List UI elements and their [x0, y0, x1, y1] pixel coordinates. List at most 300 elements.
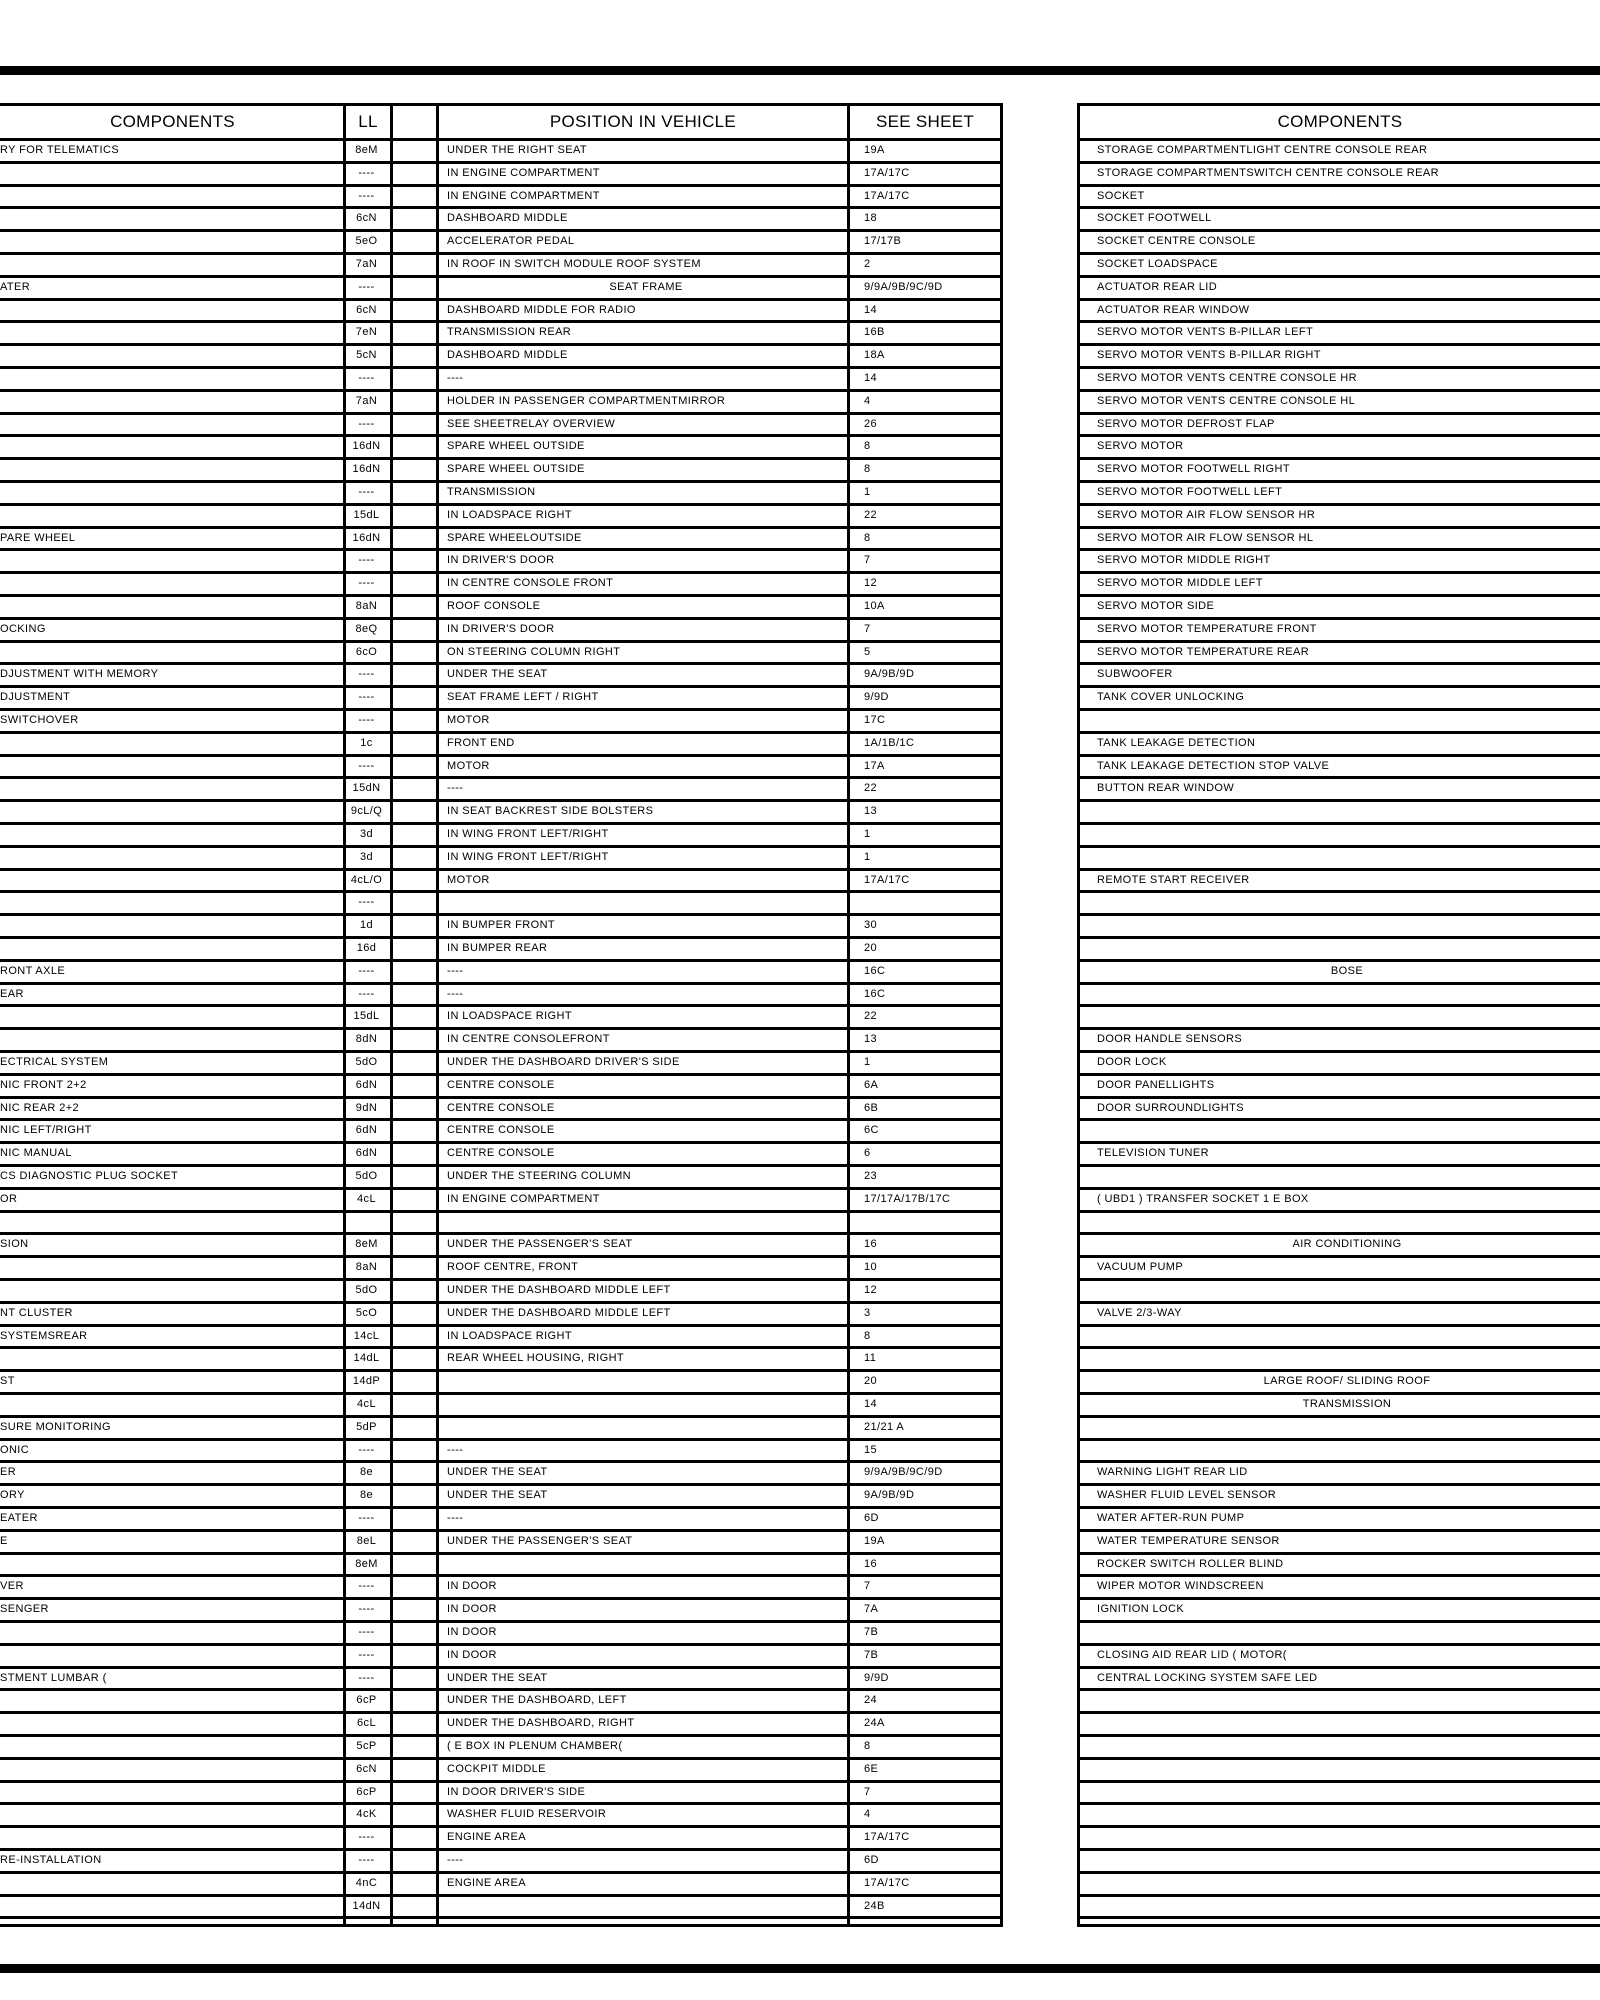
see-sheet-cell: 18	[864, 212, 878, 225]
position-cell: ENGINE AREA	[447, 1831, 526, 1844]
component-cell	[0, 187, 340, 207]
see-sheet-cell: 9/9A/9B/9C/9D	[864, 280, 943, 293]
position-cell: DASHBOARD MIDDLE	[447, 212, 568, 225]
position-cell: IN LOADSPACE RIGHT	[447, 1329, 572, 1342]
table-row	[1077, 1096, 1600, 1119]
component-cell	[0, 825, 340, 845]
component-cell-right: DOOR PANELLIGHTS	[1097, 1078, 1215, 1091]
ll-cell: 6cN	[356, 1762, 377, 1775]
component-cell	[0, 1737, 340, 1757]
table-row	[0, 206, 1003, 229]
table-row	[0, 343, 1003, 366]
component-cell: DJUSTMENT WITH MEMORY	[0, 668, 159, 681]
see-sheet-cell: 6D	[864, 1854, 879, 1866]
table-row	[1077, 1392, 1600, 1415]
position-cell	[447, 893, 845, 913]
component-cell-right	[1097, 1007, 1593, 1027]
component-cell	[0, 1623, 340, 1643]
ll-cell: 8e	[359, 1466, 374, 1479]
table-row	[1077, 1187, 1600, 1210]
see-sheet-cell: 7	[864, 1580, 871, 1593]
see-sheet-cell: 16	[864, 1557, 878, 1570]
component-cell	[0, 1897, 340, 1917]
position-cell: CENTRE CONSOLE	[447, 1078, 555, 1091]
header-ll: LL	[358, 112, 378, 131]
see-sheet-cell: 5	[864, 645, 871, 658]
position-cell	[447, 1555, 845, 1575]
component-cell-right: STORAGE COMPARTMENTLIGHT CENTRE CONSOLE REAR	[1097, 144, 1428, 156]
component-cell	[0, 643, 340, 663]
component-cell	[0, 1783, 340, 1803]
see-sheet-cell: 24B	[864, 1899, 885, 1912]
position-cell: IN DRIVER'S DOOR	[447, 622, 555, 635]
see-sheet-cell: 16B	[864, 326, 885, 339]
table-row	[0, 754, 1003, 777]
table-row	[1077, 1643, 1600, 1666]
component-cell	[0, 871, 340, 891]
ll-cell: ----	[358, 896, 375, 909]
component-cell	[0, 437, 340, 457]
component-cell-right: SERVO MOTOR VENTS CENTRE CONSOLE HR	[1097, 372, 1357, 384]
component-cell: ATER	[0, 280, 31, 293]
see-sheet-cell: 14	[864, 303, 878, 316]
ll-cell: ----	[358, 554, 375, 567]
table-row	[0, 936, 1003, 959]
see-sheet-cell: 11	[864, 1352, 877, 1365]
position-cell: CENTRE CONSOLE	[447, 1101, 555, 1114]
component-cell	[0, 551, 340, 571]
table-row	[1077, 1506, 1600, 1529]
table-row	[1077, 1027, 1600, 1050]
see-sheet-cell: 17A/17C	[864, 1831, 910, 1844]
component-cell-right: SERVO MOTOR VENTS B-PILLAR LEFT	[1097, 326, 1314, 339]
ll-cell: ----	[358, 714, 375, 726]
component-cell	[0, 1007, 340, 1027]
see-sheet-cell: 18A	[864, 349, 885, 362]
see-sheet-cell: 14	[864, 372, 878, 384]
ll-cell: 14cL	[353, 1329, 380, 1342]
position-cell: MOTOR	[447, 759, 490, 772]
table-row	[0, 275, 1003, 298]
table-row	[0, 1255, 1003, 1278]
table-row	[0, 548, 1003, 571]
ll-cell: ----	[358, 987, 375, 1000]
table-row	[1077, 1164, 1600, 1187]
table-row	[0, 1187, 1003, 1210]
table-row	[0, 571, 1003, 594]
ll-cell: 16d	[356, 942, 377, 954]
table-row	[1077, 161, 1600, 184]
position-cell: IN DRIVER'S DOOR	[447, 554, 555, 567]
position-cell: UNDER THE RIGHT SEAT	[447, 144, 588, 156]
table-row	[1077, 1255, 1600, 1278]
component-cell-right	[1097, 825, 1593, 845]
table-row	[1077, 1848, 1600, 1871]
ll-cell: 6cN	[356, 212, 377, 225]
ll-cell: 8eM	[355, 1238, 378, 1251]
position-cell: CENTRE CONSOLE	[447, 1124, 555, 1137]
position-cell	[447, 1372, 845, 1392]
ll-cell	[345, 1213, 388, 1233]
position-cell: ( E BOX IN PLENUM CHAMBER(	[447, 1740, 623, 1752]
component-cell	[0, 1691, 340, 1711]
position-cell: COCKPIT MIDDLE	[447, 1762, 546, 1775]
table-row	[0, 1118, 1003, 1141]
table-row	[0, 1780, 1003, 1803]
see-sheet-cell: 17A/17C	[864, 873, 910, 886]
table-row	[0, 1210, 1003, 1233]
component-cell: SWITCHOVER	[0, 714, 79, 726]
component-cell-right: SERVO MOTOR FOOTWELL RIGHT	[1097, 463, 1290, 476]
ll-cell: 15dL	[353, 508, 380, 521]
table-row	[0, 229, 1003, 252]
table-row	[0, 366, 1003, 389]
ll-cell: 8eM	[355, 1557, 378, 1570]
ll-cell: 16dN	[352, 531, 381, 544]
component-cell-right: STORAGE COMPARTMENTSWITCH CENTRE CONSOLE REAR	[1097, 166, 1439, 179]
ll-cell: 4cL	[357, 1192, 376, 1205]
component-cell: RONT AXLE	[0, 964, 66, 977]
table-bottom-line	[1077, 1916, 1600, 1939]
see-sheet-cell: 16C	[864, 964, 886, 977]
ll-cell: ----	[358, 417, 375, 430]
component-cell-right: SOCKET	[1097, 189, 1145, 202]
see-sheet-cell: 1	[864, 850, 871, 863]
table-row	[1077, 412, 1600, 435]
position-cell: WASHER FLUID RESERVOIR	[447, 1808, 607, 1821]
see-sheet-cell: 17/17B	[864, 235, 902, 248]
see-sheet-cell: 4	[864, 1808, 871, 1821]
see-sheet-cell: 10	[864, 1261, 878, 1274]
table-row	[1077, 138, 1600, 161]
table-row	[1077, 1780, 1600, 1803]
position-cell: MOTOR	[447, 873, 490, 886]
table-row	[0, 1643, 1003, 1666]
table-row	[0, 617, 1003, 640]
table-row	[1077, 366, 1600, 389]
table-row	[1077, 1210, 1600, 1233]
see-sheet-cell: 16	[864, 1238, 878, 1251]
table-row	[1077, 617, 1600, 640]
component-cell-right: VACUUM PUMP	[1097, 1261, 1184, 1274]
component-cell	[0, 1281, 340, 1301]
table-row	[0, 662, 1003, 685]
position-cell: IN DOOR DRIVER'S SIDE	[447, 1785, 586, 1798]
component-cell	[0, 255, 340, 275]
component-cell-right: IGNITION LOCK	[1097, 1603, 1185, 1616]
table-row	[1077, 1734, 1600, 1757]
table-row	[0, 1278, 1003, 1301]
see-sheet-cell: 6C	[864, 1124, 879, 1137]
component-cell	[0, 164, 340, 184]
position-cell	[447, 1395, 845, 1415]
header-components-left: COMPONENTS	[110, 112, 235, 131]
position-cell: IN WING FRONT LEFT/RIGHT	[447, 828, 609, 840]
position-cell: ----	[447, 782, 464, 795]
table-row	[1077, 503, 1600, 526]
component-cell: EAR	[0, 987, 24, 1000]
see-sheet-cell: 8	[864, 463, 871, 476]
table-row	[0, 1506, 1003, 1529]
see-sheet-cell: 15	[864, 1443, 878, 1456]
ll-cell: 3d	[359, 828, 374, 840]
ll-cell: 5cP	[356, 1740, 377, 1752]
position-cell: UNDER THE SEAT	[447, 1489, 548, 1502]
table-row	[1077, 1894, 1600, 1917]
table-row	[1077, 389, 1600, 412]
component-cell-right: SERVO MOTOR	[1097, 440, 1184, 453]
table-row	[0, 1324, 1003, 1347]
ll-cell: 5dO	[355, 1056, 378, 1068]
table-row	[1077, 1825, 1600, 1848]
component-cell: ONIC	[0, 1443, 30, 1456]
component-cell: NIC FRONT 2+2	[0, 1078, 87, 1091]
table-row	[0, 1164, 1003, 1187]
see-sheet-cell: 22	[864, 508, 878, 521]
table-row	[0, 1141, 1003, 1164]
table-row	[0, 1552, 1003, 1575]
table-row	[1077, 594, 1600, 617]
component-cell-right: ( UBD1 ) TRANSFER SOCKET 1 E BOX	[1097, 1192, 1309, 1205]
position-cell: IN DOOR	[447, 1603, 497, 1616]
see-sheet-cell: 7B	[864, 1626, 879, 1638]
ll-cell: 14dP	[352, 1375, 381, 1388]
table-row	[1077, 936, 1600, 959]
position-cell: UNDER THE DASHBOARD DRIVER'S SIDE	[447, 1056, 680, 1068]
component-cell-right: SERVO MOTOR TEMPERATURE REAR	[1097, 645, 1310, 658]
see-sheet-cell: 14	[864, 1398, 878, 1410]
component-cell-right: WATER TEMPERATURE SENSOR	[1097, 1534, 1280, 1547]
component-cell	[0, 939, 340, 959]
table-row	[0, 1666, 1003, 1689]
component-cell	[0, 1874, 340, 1894]
position-cell: ----	[447, 964, 464, 977]
component-cell-right	[1097, 1167, 1593, 1187]
ll-cell: 4cL	[357, 1398, 376, 1410]
ll-cell: ----	[358, 189, 375, 202]
table-row	[0, 845, 1003, 868]
component-cell: E	[0, 1534, 8, 1547]
table-row	[0, 890, 1003, 913]
ll-cell: ----	[358, 1512, 375, 1524]
table-row	[1077, 1232, 1600, 1255]
position-cell: UNDER THE PASSENGER'S SEAT	[447, 1534, 633, 1547]
component-cell: ST	[0, 1375, 15, 1388]
table-row	[1077, 184, 1600, 207]
component-cell-right: DOOR HANDLE SENSORS	[1097, 1033, 1243, 1046]
see-sheet-cell: 6	[864, 1147, 871, 1160]
ll-cell: 5dO	[355, 1284, 378, 1296]
position-cell: FRONT END	[447, 736, 515, 749]
see-sheet-cell: 9/9A/9B/9C/9D	[864, 1466, 943, 1479]
table-row	[1077, 776, 1600, 799]
ll-cell: 6cO	[355, 645, 378, 658]
table-row	[1077, 480, 1600, 503]
component-cell-right: SERVO MOTOR AIR FLOW SENSOR HR	[1097, 508, 1316, 521]
table-row	[1077, 1301, 1600, 1324]
component-cell-right: SERVO MOTOR VENTS CENTRE CONSOLE HL	[1097, 394, 1356, 407]
table-row	[1077, 640, 1600, 663]
component-cell: DJUSTMENT	[0, 691, 71, 704]
component-cell	[0, 1555, 340, 1575]
component-cell-right: SERVO MOTOR MIDDLE RIGHT	[1097, 554, 1271, 567]
component-cell-right: TANK LEAKAGE DETECTION STOP VALVE	[1097, 759, 1330, 772]
position-cell: ENGINE AREA	[447, 1876, 526, 1889]
component-cell-right	[1097, 802, 1593, 822]
table-row	[0, 1871, 1003, 1894]
component-cell-right: SERVO MOTOR SIDE	[1097, 600, 1215, 612]
component-cell-right: ROCKER SWITCH ROLLER BLIND	[1097, 1557, 1284, 1570]
table-row	[0, 1232, 1003, 1255]
component-cell-right: CLOSING AID REAR LID ( MOTOR(	[1097, 1648, 1287, 1661]
table-row	[1077, 1597, 1600, 1620]
table-row	[0, 822, 1003, 845]
component-cell: NT CLUSTER	[0, 1306, 73, 1319]
component-cell	[0, 1213, 340, 1233]
position-cell: ----	[447, 372, 464, 384]
ll-cell: ----	[358, 1580, 375, 1593]
component-cell	[0, 301, 340, 321]
position-cell: IN BUMPER REAR	[447, 942, 548, 954]
component-cell-right	[1097, 939, 1593, 959]
component-cell: OCKING	[0, 622, 46, 635]
table-row	[0, 1415, 1003, 1438]
position-cell: CENTRE CONSOLE	[447, 1147, 555, 1160]
table-row	[0, 913, 1003, 936]
top-rule	[0, 66, 1600, 75]
table-row	[1077, 252, 1600, 275]
component-cell-right	[1097, 1327, 1593, 1347]
component-cell	[0, 779, 340, 799]
see-sheet-cell: 9A/9B/9D	[864, 1489, 915, 1502]
table-row	[0, 1848, 1003, 1871]
component-cell: NIC MANUAL	[0, 1147, 72, 1160]
see-sheet-cell: 8	[864, 1740, 871, 1752]
see-sheet-cell: 17A/17C	[864, 189, 910, 202]
ll-cell: 8aN	[355, 600, 378, 612]
see-sheet-cell: 22	[864, 782, 878, 795]
see-sheet-cell: 7	[864, 554, 871, 567]
component-cell	[0, 392, 340, 412]
table-row	[1077, 890, 1600, 913]
table-row	[0, 776, 1003, 799]
bottom-rule	[0, 1964, 1600, 1973]
table-row	[0, 526, 1003, 549]
component-cell	[0, 369, 340, 389]
position-cell: UNDER THE DASHBOARD, LEFT	[447, 1694, 627, 1707]
ll-cell: 8eM	[355, 144, 378, 156]
component-cell-right	[1097, 985, 1593, 1005]
ll-cell: 5dO	[355, 1170, 378, 1182]
component-cell-right	[1097, 893, 1593, 913]
component-cell	[0, 574, 340, 594]
component-cell: EATER	[0, 1512, 38, 1524]
table-row	[0, 982, 1003, 1005]
position-cell: ----	[447, 987, 464, 1000]
component-cell-right	[1097, 1783, 1593, 1803]
component-cell-right	[1097, 1714, 1593, 1734]
see-sheet-cell: 17C	[864, 714, 886, 726]
component-cell-right: SOCKET LOADSPACE	[1097, 258, 1218, 270]
ll-cell: 6cN	[356, 303, 377, 316]
component-cell	[0, 916, 340, 936]
ll-cell: 7aN	[355, 394, 378, 407]
ll-cell: ----	[358, 1671, 375, 1684]
see-sheet-cell: 7	[864, 1785, 871, 1798]
component-cell	[0, 1395, 340, 1415]
ll-cell: ----	[358, 964, 375, 977]
table-row	[0, 1825, 1003, 1848]
ll-cell: 14dL	[353, 1352, 380, 1365]
position-cell: IN ENGINE COMPARTMENT	[447, 189, 600, 202]
component-cell: PARE WHEEL	[0, 531, 76, 544]
ll-cell: 6dN	[355, 1147, 378, 1160]
position-cell: ----	[447, 1443, 464, 1456]
table-row	[1077, 229, 1600, 252]
component-cell	[0, 1349, 340, 1369]
ll-cell: 14dN	[352, 1899, 381, 1912]
table-row	[0, 298, 1003, 321]
see-sheet-cell: 17A	[864, 759, 885, 772]
ll-cell: ----	[358, 1626, 375, 1638]
table-row	[0, 252, 1003, 275]
position-cell: UNDER THE SEAT	[447, 668, 548, 681]
ll-cell: 6dN	[355, 1078, 378, 1091]
component-cell-right: ACTUATOR REAR WINDOW	[1097, 303, 1250, 316]
table-row	[1077, 1529, 1600, 1552]
position-cell	[447, 1213, 845, 1233]
see-sheet-cell: 19A	[864, 144, 885, 156]
component-cell-right: SERVO MOTOR DEFROST FLAP	[1097, 417, 1275, 430]
table-row	[0, 868, 1003, 891]
see-sheet-cell: 24A	[864, 1717, 885, 1730]
position-cell: IN BUMPER FRONT	[447, 919, 556, 932]
position-cell	[447, 1897, 845, 1917]
table-row	[0, 412, 1003, 435]
ll-cell: ----	[358, 1648, 375, 1661]
table-row	[0, 1574, 1003, 1597]
position-cell: UNDER THE DASHBOARD MIDDLE LEFT	[447, 1306, 671, 1319]
component-cell-right: VALVE 2/3-WAY	[1097, 1306, 1182, 1319]
table-row	[1077, 320, 1600, 343]
position-cell: IN DOOR	[447, 1626, 497, 1638]
component-cell-right: TELEVISION TUNER	[1097, 1147, 1209, 1160]
table-row	[0, 1688, 1003, 1711]
see-sheet-cell: 1	[864, 828, 871, 840]
see-sheet-cell: 7A	[864, 1603, 879, 1616]
component-cell-right: WIPER MOTOR WINDSCREEN	[1097, 1580, 1264, 1593]
position-cell: IN ENGINE COMPARTMENT	[447, 166, 600, 179]
see-sheet-cell: 1	[864, 1056, 871, 1068]
position-cell: IN LOADSPACE RIGHT	[447, 1010, 572, 1023]
table-row	[1077, 571, 1600, 594]
table-row	[0, 503, 1003, 526]
component-cell-right	[1097, 1349, 1593, 1369]
component-cell-right: DOOR LOCK	[1097, 1056, 1167, 1068]
table-row	[1077, 799, 1600, 822]
table-row	[0, 731, 1003, 754]
see-sheet-cell: 3	[864, 1306, 871, 1319]
see-sheet-cell: 8	[864, 531, 871, 544]
see-sheet-cell: 8	[864, 1329, 871, 1342]
see-sheet-cell: 17/17A/17B/17C	[864, 1192, 951, 1205]
see-sheet-cell: 30	[864, 919, 878, 932]
see-sheet-cell: 7B	[864, 1648, 879, 1661]
component-cell: ECTRICAL SYSTEM	[0, 1056, 109, 1068]
component-cell	[0, 323, 340, 343]
ll-cell: 15dL	[353, 1010, 380, 1023]
position-cell: TRANSMISSION	[447, 486, 536, 498]
